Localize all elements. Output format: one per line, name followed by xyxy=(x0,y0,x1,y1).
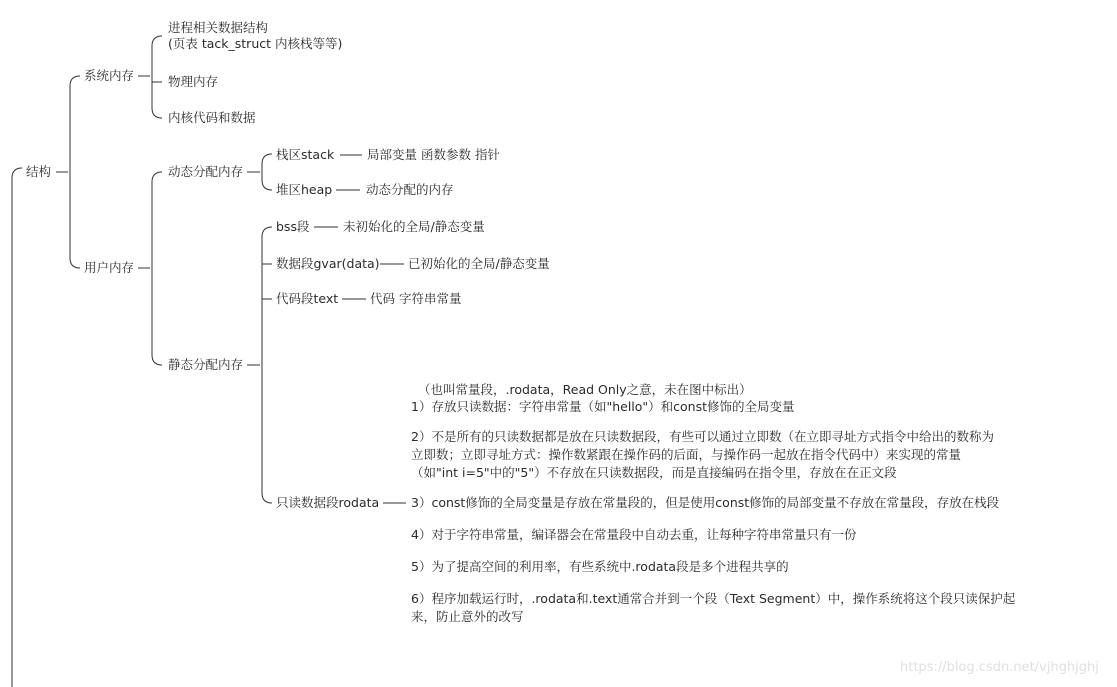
node-text-segment: 代码段text xyxy=(276,291,339,306)
node-static-memory: 静态分配内存 xyxy=(168,357,244,372)
watermark: https://blog.csdn.net/vjhghjghj xyxy=(900,660,1099,675)
rodata-note-3: 3）const修饰的全局变量是存放在常量段的，但是使用const修饰的局部变量不存放在常量段，存放在栈段 xyxy=(411,495,1000,510)
node-data-segment: 数据段gvar(data) xyxy=(276,256,380,271)
rodata-note-2: 2）不是所有的只读数据都是放在只读数据段，有些可以通过立即数（在立即寻址方式指令中给出的数称为立即数；立即寻址方式：操作数紧跟在操作码的后面，与操作码一起放在指令代码中）来实现的常量（如"int i=5"中的"5"）不存放在只读数据段，而是直接编码在指令里，存放在在正文段 xyxy=(411,429,994,480)
node-bss-desc: 未初始化的全局/静态变量 xyxy=(343,219,485,234)
root-node: 结构 xyxy=(26,164,52,179)
node-physical-memory: 物理内存 xyxy=(168,74,219,89)
level1-bracket xyxy=(70,76,80,268)
node-process-structures-detail: (页表 tack_struct 内核栈等等) xyxy=(168,36,343,51)
node-dynamic-memory: 动态分配内存 xyxy=(168,164,244,179)
node-kernel-code-data: 内核代码和数据 xyxy=(168,110,256,125)
root-bracket xyxy=(12,168,22,687)
node-data-segment-desc: 已初始化的全局/静态变量 xyxy=(408,256,550,271)
node-process-structures: 进程相关数据结构 xyxy=(168,20,269,35)
rodata-note-5: 5）为了提高空间的利用率，有些系统中.rodata段是多个进程共享的 xyxy=(411,559,789,574)
node-rodata: 只读数据段rodata xyxy=(276,495,380,510)
rodata-note-intro: （也叫常量段，.rodata，Read Only之意，未在图中标出） xyxy=(418,382,752,397)
node-heap-desc: 动态分配的内存 xyxy=(366,182,454,197)
node-system-memory: 系统内存 xyxy=(84,68,135,83)
node-stack: 栈区stack xyxy=(276,147,335,162)
node-text-segment-desc: 代码 字符串常量 xyxy=(370,291,462,306)
rodata-note-4: 4）对于字符串常量，编译器会在常量段中自动去重，让每种字符串常量只有一份 xyxy=(411,527,857,542)
node-stack-desc: 局部变量 函数参数 指针 xyxy=(367,147,500,162)
node-heap: 堆区heap xyxy=(276,182,333,197)
rodata-note-1: 1）存放只读数据：字符串常量（如"hello"）和const修饰的全局变量 xyxy=(411,399,795,414)
node-bss: bss段 xyxy=(276,219,310,234)
node-user-memory: 用户内存 xyxy=(84,260,135,275)
rodata-note-6: 6）程序加载运行时，.rodata和.text通常合并到一个段（Text Segment）中，操作系统将这个段只读保护起来，防止意外的改写 xyxy=(411,591,1016,624)
